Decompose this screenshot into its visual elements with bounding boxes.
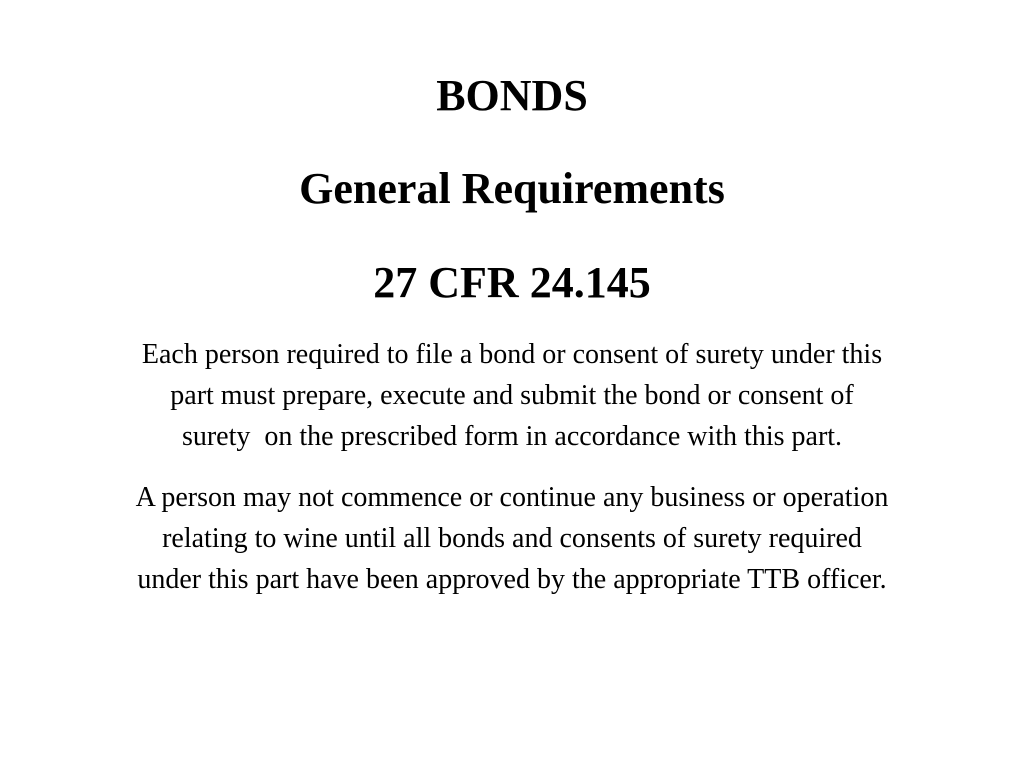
paragraph-line: relating to wine until all bonds and consents of surety required [162,523,862,554]
slide-subtitle: General Requirements [299,164,725,213]
paragraph-line: part must prepare, execute and submit the bond or consent of [170,380,854,411]
paragraph-approval-requirement [40,477,984,600]
paragraph-line: under this part have been approved by the appropriate TTB officer. [137,564,887,595]
regulation-citation: 27 CFR 24.145 [373,258,651,307]
slide-title: BONDS [436,71,588,120]
paragraph-line: surety on the prescribed form in accordance with this part. [181,421,843,452]
paragraph-filing-requirement [40,334,984,457]
paragraph-line: Each person required to file a bond or consent of surety under this [141,339,883,370]
paragraph-line: A person may not commence or continue any business or operation [135,482,889,513]
